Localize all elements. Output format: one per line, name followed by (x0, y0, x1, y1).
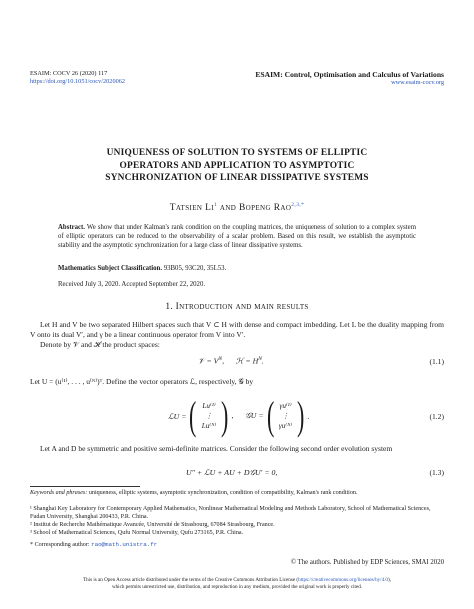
equation-1-1 (198, 356, 264, 367)
left-paren-icon: ( (189, 393, 197, 438)
abstract-text: We show that under Kalman's rank condition on the coupling matrices, the uniqueness of solution to a complex system of elliptic operators can be reduced to the observability of a scalar problem. Based on this result, we establish the asymptotic stability and the asymptotic synchronization for a large class of linear dissipative systems. (58, 224, 416, 249)
eq2-vec-l-row-2: ⋮ (205, 412, 213, 420)
author-conjunction: and (217, 203, 239, 214)
eq1-sup-b: N (258, 356, 262, 362)
author-2-affil-link[interactable]: 2,3,* (291, 202, 305, 208)
eq2-lhs-g: , 𝒢U = (231, 411, 264, 420)
section-heading: 1. Introduction and main results (165, 302, 309, 312)
eq1-part-b: , ℋ = H (222, 356, 259, 366)
right-paren-icon: ) (297, 393, 305, 438)
footnote-2: ² Institut de Recherche Mathématique Avancée, Université de Strasbourg, 67084 Strasbourg, France. (30, 522, 275, 528)
author-1-affil-link[interactable]: 1 (213, 202, 218, 208)
eq1-part-a: 𝒱 = V (198, 356, 219, 366)
body-paragraph-2: Denote by 𝒱 and ℋ the product spaces: (40, 340, 160, 349)
title-line-3: SYNCHRONIZATION OF LINEAR DISSIPATIVE SYSTEMS (105, 173, 369, 183)
journal-code: ESAIM: COCV 26 (2020) 117 (30, 70, 108, 77)
right-paren-icon: ) (221, 393, 229, 438)
running-header-right (255, 70, 444, 87)
msc-classification (58, 265, 416, 272)
msc-codes: 93B05, 93C20, 35L53. (162, 265, 227, 272)
running-header-left (30, 70, 125, 86)
abstract (58, 223, 416, 250)
msc-label: Mathematics Subject Classification. (58, 265, 163, 272)
eq2-vector-g (264, 393, 308, 438)
license-notice (30, 577, 444, 590)
corr-label: * Corresponding author: (30, 542, 92, 548)
doi-link[interactable]: https://doi.org/10.1051/cocv/2020062 (30, 78, 126, 85)
eq1-end: . (261, 356, 264, 366)
eq1-sup-a: N (218, 356, 223, 362)
equation-1-3: U″ + ℒU + AU + D𝒢U′ = 0, (186, 468, 278, 477)
author-line (40, 202, 434, 213)
license-url-link[interactable]: https://creativecommons.org/licenses/by/4.0 (298, 577, 388, 583)
journal-url-link[interactable]: www.esaim-cocv.org (391, 79, 444, 86)
copyright-notice: © The authors. Published by EDP Sciences, SMAI 2020 (290, 559, 444, 566)
received-dates: Received July 3, 2020. Accepted September 22, 2020. (58, 281, 206, 288)
keywords (30, 490, 444, 498)
footnote-3: ³ School of Mathematical Sciences, Qufu Normal University, Qufu 273165, P.R. China. (30, 530, 244, 536)
license-text-a: This is an Open Access article distributed under the terms of the Creative Commons Attribution License ( (83, 577, 299, 583)
body-paragraph-1: Let H and V be two separated Hilbert spaces such that V ⊂ H with dense and compact imbedding. Let L be the duality mapping from V onto its dual V′, and γ be a linear continuous operator from V into V′. (30, 320, 444, 339)
eq2-vec-g-row-2: ⋮ (281, 412, 290, 420)
eq2-vec-l-row-1: Lu⁽¹⁾ (202, 402, 216, 410)
body-paragraph-4: Let A and D be symmetric and positive semi-definite matrices. Consider the following second order evolution system (40, 444, 393, 453)
corresponding-author (30, 541, 444, 550)
footnote-1: ¹ Shanghai Key Laboratory for Contemporary Applied Mathematics, Nonlinear Mathematical Modeling and Methods Laboratory, School of Mathematical Sciences, Fudan University, Shanghai 200433, P.R. China. (30, 506, 431, 520)
eq2-vector-l (186, 393, 231, 438)
equation-number-1-3: (1.3) (429, 468, 444, 477)
corr-email-link[interactable]: rao@math.unistra.fr (91, 541, 158, 548)
keywords-text: uniqueness, elliptic systems, asymptotic synchronization, condition of compatibility, Kalman's rank condition. (87, 490, 358, 496)
title-line-1: UNIQUENESS OF SOLUTION TO SYSTEMS OF ELLIPTIC (106, 148, 368, 158)
journal-name: ESAIM: Control, Optimisation and Calculus of Variations (255, 70, 444, 79)
abstract-label: Abstract. (58, 224, 85, 231)
paper-title (40, 147, 434, 185)
title-line-2: OPERATORS AND APPLICATION TO ASYMPTOTIC (119, 160, 355, 171)
body-paragraph-3: Let U = (u⁽¹⁾, . . . , u⁽ᴺ⁾)ᵀ. Define the vector operators ℒ, respectively, 𝒢 by (30, 377, 254, 386)
author-2: Bopeng Rao (238, 203, 292, 214)
equation-number-1-1: (1.1) (429, 357, 444, 366)
left-paren-icon: ( (266, 393, 274, 438)
eq2-vec-l-row-3: Lu⁽ᴺ⁾ (201, 422, 217, 430)
author-1: Tatsien Li (169, 203, 214, 214)
eq2-vec-g-row-3: γu⁽ᴺ⁾ (278, 422, 293, 430)
equation-number-1-2: (1.2) (429, 412, 444, 421)
eq2-lhs-l: ℒU = (168, 411, 187, 421)
eq2-end: . (307, 411, 310, 421)
footnote-divider (30, 486, 140, 487)
license-text-line-2: which permits unrestricted use, distribution, and reproduction in any medium, provided the original work is properly cited. (111, 583, 363, 590)
license-text-b: ), (387, 577, 391, 583)
equation-1-2 (168, 391, 309, 441)
eq2-vec-g-row-1: γu⁽¹⁾ (279, 402, 292, 410)
keywords-label: Keywords and phrases: (30, 490, 88, 496)
